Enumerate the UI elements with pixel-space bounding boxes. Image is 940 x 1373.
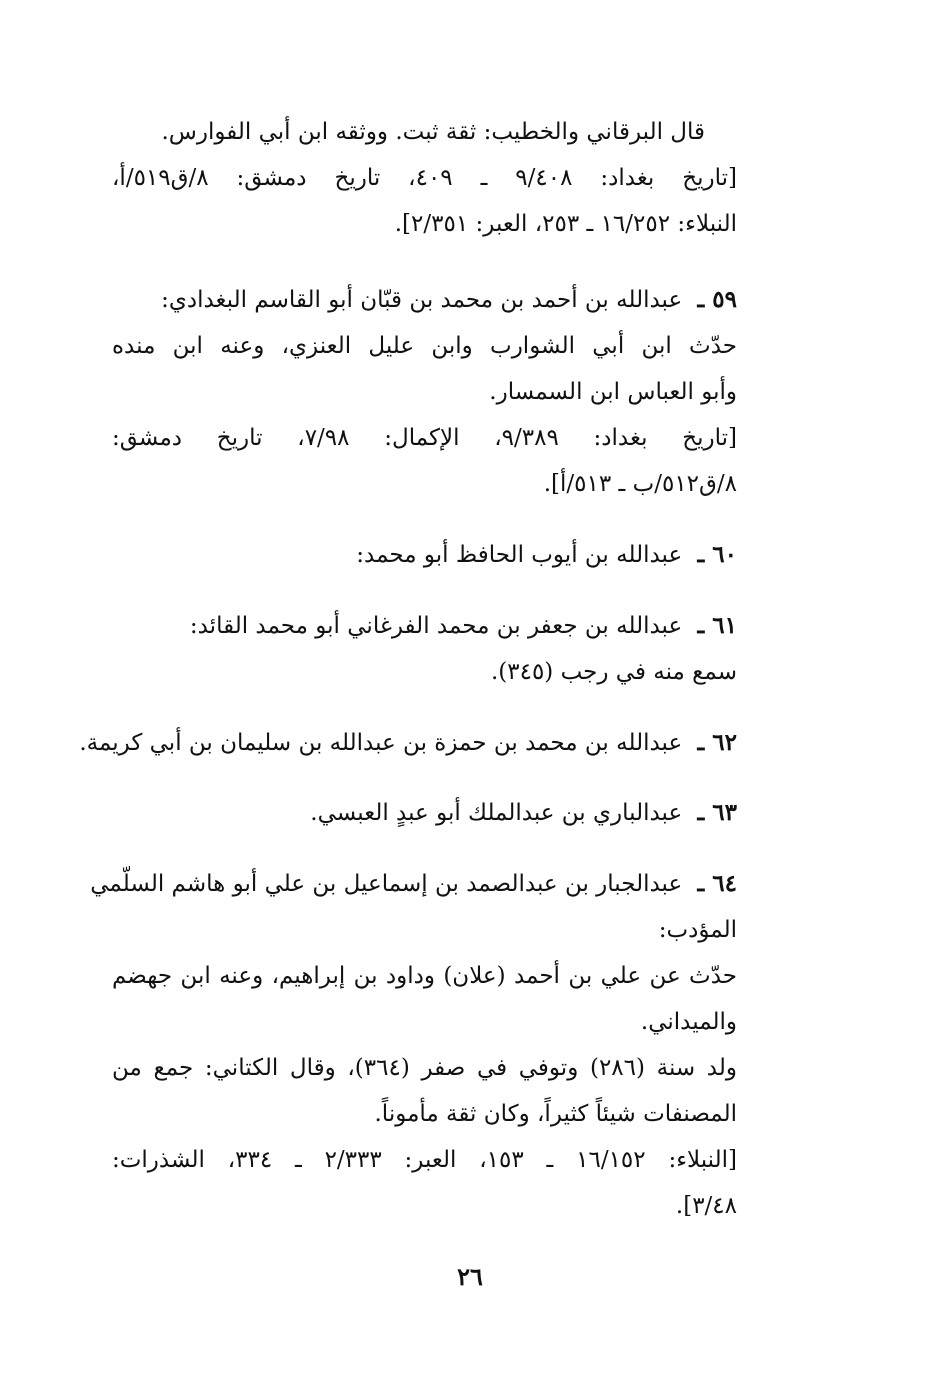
entry-number: ٦١ ـ (697, 612, 737, 639)
reference-line: [تاريخ بغداد: ٩/٤٠٨ ـ ٤٠٩، تاريخ دمشق: ٨/ق٥١٩/أ، (112, 165, 737, 191)
entry-number: ٦٣ ـ (697, 799, 737, 826)
entry-62 (79, 720, 737, 766)
text-line: قال البرقاني والخطيب: ثقة ثبت. ووثقه ابن أبي الفوارس. (161, 119, 705, 145)
entry-title: عبدالله بن محمد بن حمزة بن عبدالله بن سليمان بن أبي كريمة. (79, 730, 683, 756)
entry-heading (112, 277, 737, 323)
entry-title: عبدالله بن أيوب الحافظ أبو محمد: (356, 542, 683, 568)
entry-heading (112, 532, 737, 578)
entry-number: ٦٠ ـ (697, 541, 737, 568)
entry-title: عبدالله بن أحمد بن محمد بن قبّان أبو القاسم البغدادي: (161, 287, 683, 313)
text-line: حدّث ابن أبي الشوارب وابن عليل العنزي، وعنه ابن منده (112, 333, 737, 359)
reference-line: [تاريخ بغداد: ٩/٣٨٩، الإكمال: ٧/٩٨، تاريخ دمشق: (112, 425, 737, 451)
entry-number: ٦٤ ـ (697, 870, 737, 897)
entry-heading (90, 861, 737, 907)
text-line: وأبو العباس ابن السمسار. (489, 379, 737, 405)
entry-number: ٦٢ ـ (697, 729, 737, 756)
entry-title: عبدالباري بن عبدالملك أبو عبدٍ العبسي. (310, 800, 683, 826)
entry-61 (112, 603, 737, 695)
continuation-block (112, 109, 737, 247)
reference-line: النبلاء: ١٦/٢٥٢ ـ ٢٥٣، العبر: ٢/٣٥١]. (394, 211, 737, 237)
entry-title: عبدالجبار بن عبدالصمد بن إسماعيل بن علي أبو هاشم السلّمي (90, 871, 683, 897)
text-line: والميداني. (640, 1009, 737, 1035)
text-line: المصنفات شيئاً كثيراً، وكان ثقة مأموناً. (374, 1101, 737, 1127)
text-line: ولد سنة (٢٨٦) وتوفي في صفر (٣٦٤)، وقال الكتاني: جمع من (112, 1055, 737, 1081)
reference-line: ٣/٤٨]. (675, 1193, 737, 1219)
entry-heading (112, 603, 737, 649)
entry-title: عبدالله بن جعفر بن محمد الفرغاني أبو محمد القائد: (189, 613, 683, 639)
entry-63 (112, 790, 737, 836)
text-line: حدّث عن علي بن أحمد (علان) وداود بن إبراهيم، وعنه ابن جهضم (112, 963, 737, 989)
reference-line: ٨/ق٥١٢/ب ـ ٥١٣/أ]. (543, 471, 737, 497)
entry-64 (90, 861, 737, 1229)
entry-heading (112, 790, 737, 836)
reference-line: [النبلاء: ١٦/١٥٢ ـ ١٥٣، العبر: ٢/٣٣٣ ـ ٣٣٤، الشذرات: (112, 1147, 737, 1173)
entry-number: ٥٩ ـ (697, 286, 737, 313)
entry-heading (79, 720, 737, 766)
entry-title-continued: المؤدب: (658, 917, 737, 943)
page-number: ٢٦ (457, 1262, 483, 1291)
text-line: سمع منه في رجب (٣٤٥). (490, 659, 737, 685)
entry-60 (112, 532, 737, 578)
entry-59 (112, 277, 737, 507)
